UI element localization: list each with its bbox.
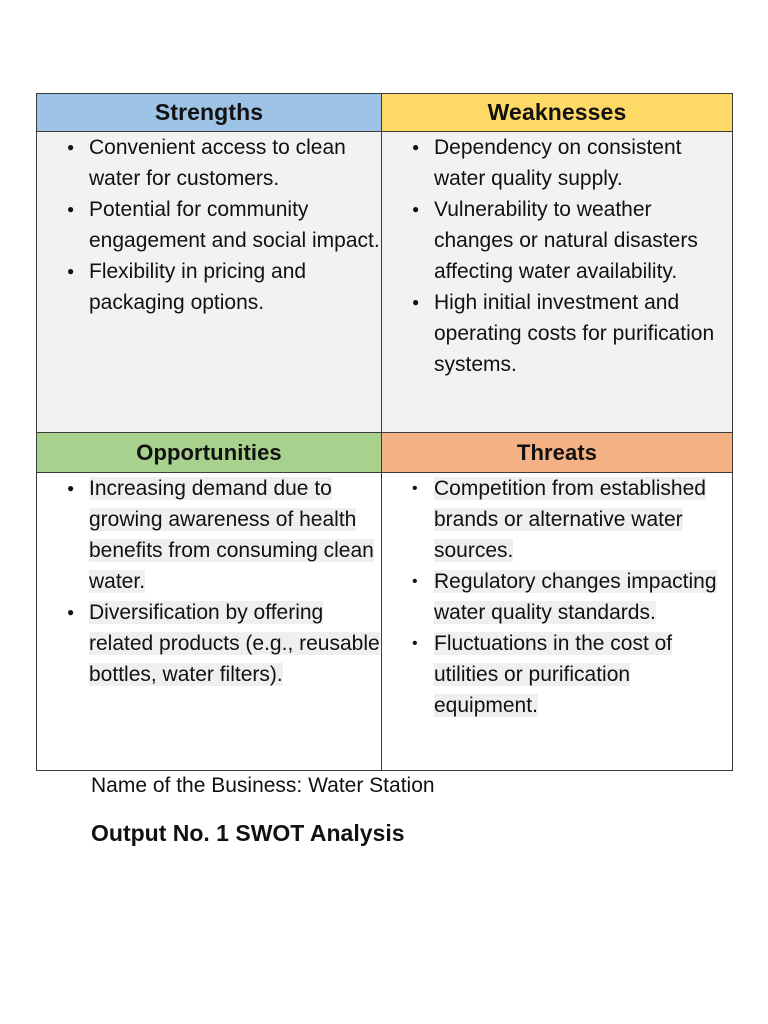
- swot-table: [36, 93, 733, 771]
- list-item-text: Regulatory changes impacting water quality standards.: [434, 570, 717, 624]
- opportunities-header: Opportunities: [37, 433, 382, 473]
- list-item: [382, 473, 732, 566]
- list-item: [382, 566, 732, 628]
- opportunities-cell: [37, 473, 382, 771]
- list-item-text: Competition from established brands or alternative water sources.: [434, 477, 706, 562]
- list-item: ● Potential for community engagement and social impact.: [37, 194, 381, 256]
- strengths-header: Strengths: [37, 94, 382, 132]
- output-title: Output No. 1 SWOT Analysis: [91, 820, 405, 846]
- weaknesses-cell: [382, 132, 733, 433]
- list-item: [382, 628, 732, 721]
- threats-list: [382, 473, 732, 721]
- list-item: [37, 597, 381, 690]
- strengths-cell: [37, 132, 382, 433]
- list-item: [37, 473, 381, 597]
- threats-cell: [382, 473, 733, 771]
- threats-header: Threats: [382, 433, 733, 473]
- list-item: ● Vulnerability to weather changes or natural disasters affecting water availability.: [382, 194, 732, 287]
- strengths-list: [37, 132, 381, 318]
- list-item-text: Fluctuations in the cost of utilities or purification equipment.: [434, 632, 673, 717]
- list-item: ● Dependency on consistent water quality supply.: [382, 132, 732, 194]
- opportunities-list: [37, 473, 381, 690]
- list-item: ● High initial investment and operating costs for purification systems.: [382, 287, 732, 380]
- weaknesses-list: [382, 132, 732, 380]
- list-item: ● Flexibility in pricing and packaging options.: [37, 256, 381, 318]
- list-item-text: Increasing demand due to growing awareness of health benefits from consuming clean water.: [89, 477, 374, 593]
- weaknesses-header: Weaknesses: [382, 94, 733, 132]
- list-item-text: Diversification by offering related products (e.g., reusable bottles, water filters).: [89, 601, 380, 686]
- list-item: ● Convenient access to clean water for customers.: [37, 132, 381, 194]
- business-name: Name of the Business: Water Station: [91, 774, 435, 797]
